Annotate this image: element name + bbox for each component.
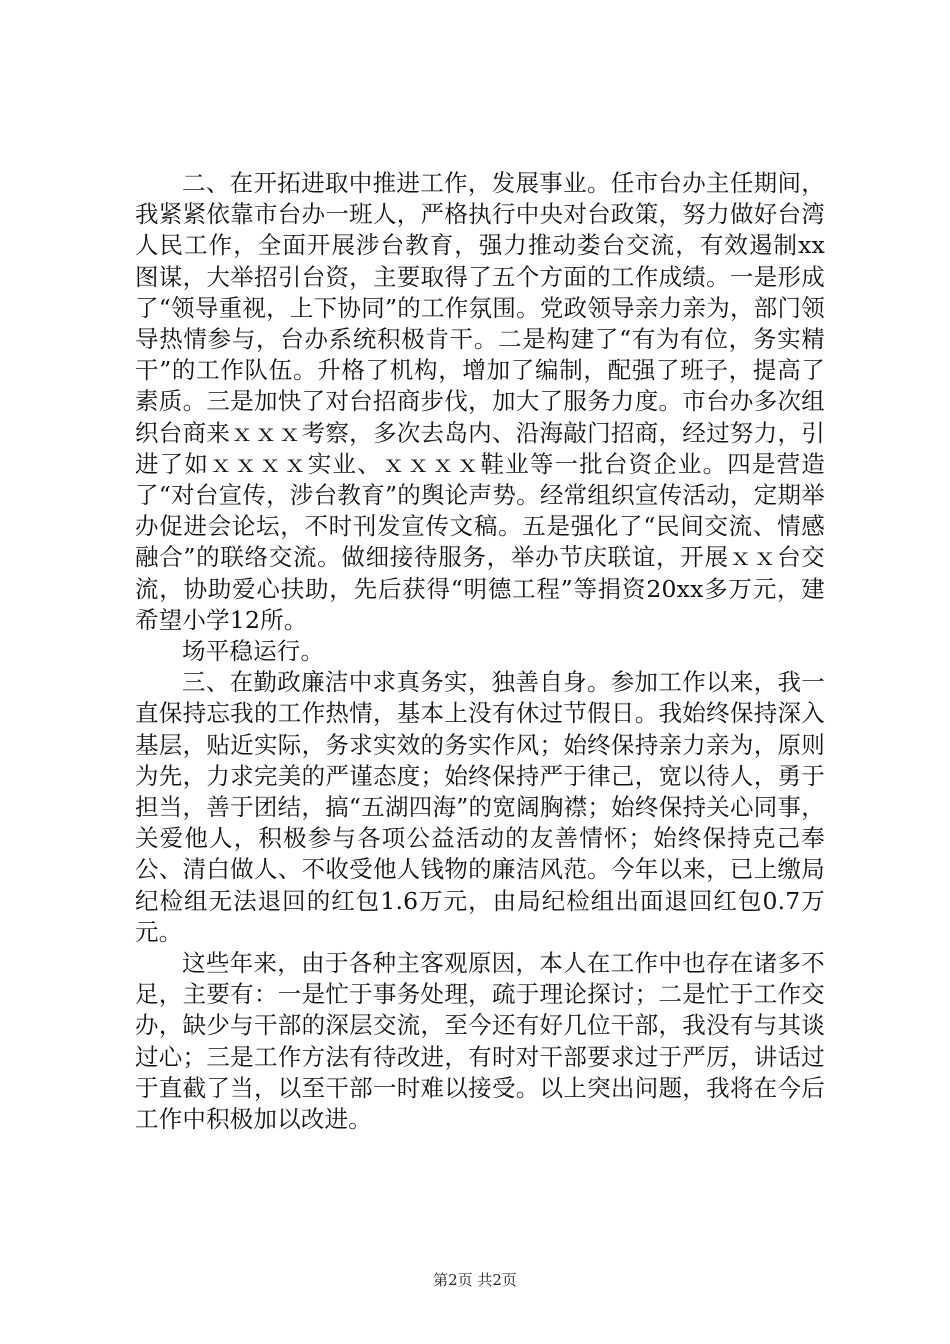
paragraph-fragment: 场平稳运行。 <box>182 637 325 666</box>
paragraph-shortcomings: 这些年来，由于各种主客观原因，本人在工作中也存在诸多不足，主要有：一是忙于事务处理，疏于理论探讨；二是忙于工作交办，缺少与干部的深层交流，至今还有好几位干部，我没有与其谈过心；三是工作方法有待改进，有时对干部要求过于严厉，讲话过于直截了当，以至干部一时难以接受。以上突出问题，我将在今后工作中积极加以改进。 <box>135 949 825 1134</box>
paragraph-work-achievements: 二、在开拓进取中推进工作，发展事业。任市台办主任期间，我紧紧依靠市台办一班人，严格执行中央对台政策，努力做好台湾人民工作，全面开展涉台教育，强力推动娄台交流，有效遏制xx图谋，大举招引台资，主要取得了五个方面的工作成绩。一是形成了“领导重视，上下协同”的工作氛围。党政领导亲力亲为，部门领导热情参与，台办系统积极肯干。二是构建了“有为有位，务实精干”的工作队伍。升格了机构，增加了编制，配强了班子，提高了素质。三是加快了对台招商步伐，加大了服务力度。市台办多次组织台商来ｘｘｘ考察，多次去岛内、沿海敲门招商，经过努力，引进了如ｘｘｘｘ实业、ｘｘｘｘ鞋业等一批台资企业。四是营造了“对台宣传，涉台教育”的舆论声势。经常组织宣传活动，定期举办促进会论坛，不时刊发宣传文稿。五是强化了“民间交流、情感融合”的联络交流。做细接待服务，举办节庆联谊，开展ｘｘ台交流，协助爱心扶助，先后获得“明德工程”等捐资20xx多万元，建希望小学12所。 <box>135 169 825 634</box>
paragraph-integrity: 三、在勤政廉洁中求真务实，独善自身。参加工作以来，我一直保持忘我的工作热情，基本上没有休过节假日。我始终保持深入基层，贴近实际，务求实效的务实作风；始终保持亲力亲为，原则为先，力求完美的严谨态度；始终保持严于律己，宽以待人，勇于担当，善于团结，搞“五湖四海”的宽阔胸襟；始终保持关心同事，关爱他人，积极参与各项公益活动的友善情怀；始终保持克己奉公、清白做人、不收受他人钱物的廉洁风范。今年以来，已上缴局纪检组无法退回的红包1.6万元，由局纪检组出面退回红包0.7万元。 <box>135 668 825 946</box>
page-number-footer: 第2页 共2页 <box>433 1271 517 1289</box>
document-body <box>135 168 825 1135</box>
